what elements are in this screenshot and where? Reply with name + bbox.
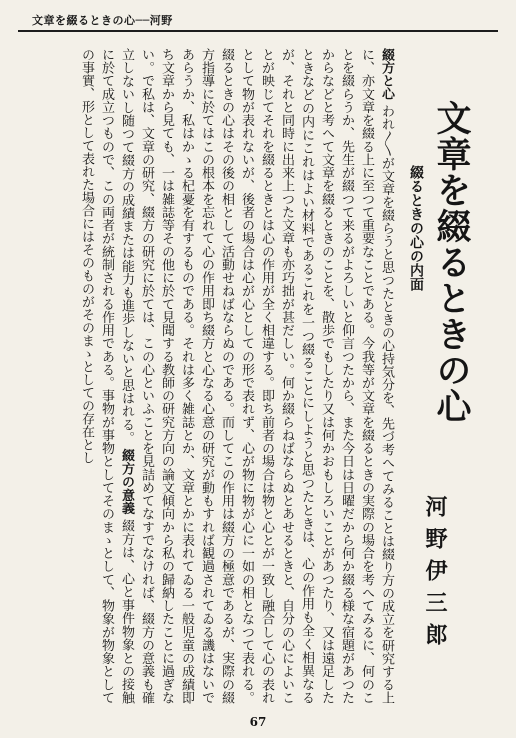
page-number: 67 bbox=[249, 715, 267, 729]
section-paragraph: 綴方は、心と事件物象との接触に於て成立つもので、この両者が統制される作用である。事物が事物としてそのまゝとして、物象が物象としての事實、形として表れた場合にはそのものがそのまゝとしての存在とし bbox=[79, 48, 134, 704]
section-paragraph: われ〳〵が文章を綴らうと思つたときの心持気分を、先づ考へてみることは綴り方の成立を研究する上に、亦文章を綴る上に至つて重要なことである。今我等が文章を綴るときの実際の場合を考へてみるに、何のことを綴らうか、先生が綴つて来るがよろしいと仰言つたから、また今日は日曜だから何か綴る様な宿題があつたからなどと考へて文章を綴るときのことを、散歩でもしたり又は何かおもしろいことがあつたり、又は遠足したときなどの内にこれはよい材料であるこれを一つ綴ることにしようと思つたときは、心の作用も全く相異なるが、それと同時に出来上つた文章も亦巧拙が甚だしい。何か綴らねばならぬとあせるときと、自分の心によいことが映じてそれを綴るときとは心の作用が全く相違する。即ち前者の場合は物と心とが一致し融合して心の表れとして物が表れないが、後者の場合は心が心としての形で表れず、心が物に物が心に一如の相となつて表れる。綴るときの心はその後の相として活動せねばならぬのである。而してこの作用は綴方の極意であるが、実際の綴方指導に於てはこの根本を忘れて心の作用即ち綴方と心なる心意の研究が動もすれば観過されてゐる譏はないであらうか、私はかゝる杞憂を有するものである。それは多く雑誌とか、文章とかに表れてゐる一般児童の成績即ち文章から見ても、一は雑誌等その他に於て見聞する教師の研究方向の論文傾向から私の歸納したことに過ぎない。で私は、文章の研究、綴方の研究に於ては、この心といふことを見詰めてなすでなければ、綴方の意義も確立しないし随つて綴方の成績または能力も進歩しないと思はれる。 bbox=[119, 48, 394, 704]
header-rule bbox=[18, 30, 498, 32]
article-title: 文章を綴るときの心 bbox=[431, 100, 472, 424]
article-subtitle: 綴るときの心の内面 bbox=[408, 165, 424, 291]
article-body bbox=[24, 48, 396, 704]
author-name: 河野伊三郎 bbox=[422, 495, 448, 655]
section-heading: 綴方の意義 bbox=[119, 448, 134, 515]
section bbox=[119, 48, 394, 704]
section-heading: 綴方と心 bbox=[379, 48, 394, 101]
running-header: 文章を綴るときの心──河野 bbox=[32, 14, 173, 27]
